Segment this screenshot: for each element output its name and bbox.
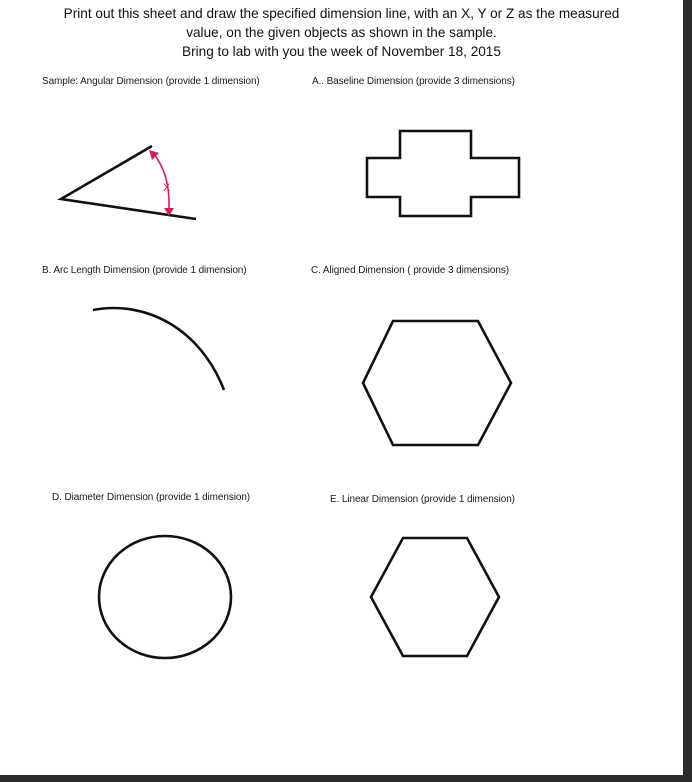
instructions-line-2: value, on the given objects as shown in the sample. [186, 25, 497, 40]
section-c-label: C. Aligned Dimension ( provide 3 dimensions) [311, 265, 509, 276]
angle-lines [61, 146, 196, 219]
aligned-hexagon-shape [363, 321, 511, 445]
diameter-circle-shape [99, 536, 231, 658]
sample-x-mark: X [163, 182, 171, 194]
sample-angle-figure [61, 146, 196, 219]
section-b-label: B. Arc Length Dimension (provide 1 dimension) [42, 265, 247, 276]
instructions-line-3: Bring to lab with you the week of November 18, 2015 [182, 44, 501, 59]
linear-hexagon-shape [371, 538, 499, 656]
arc-length-shape [93, 308, 224, 390]
baseline-cross-shape [367, 131, 519, 216]
instructions-line-1: Print out this sheet and draw the specified dimension line, with an X, Y or Z as the measured [63, 6, 620, 21]
sample-label: Sample: Angular Dimension (provide 1 dimension) [42, 76, 260, 87]
section-d-label: D. Diameter Dimension (provide 1 dimension) [52, 492, 251, 503]
section-e-label: E. Linear Dimension (provide 1 dimension) [330, 494, 515, 505]
section-a-label: A.. Baseline Dimension (provide 3 dimensions) [312, 76, 515, 87]
